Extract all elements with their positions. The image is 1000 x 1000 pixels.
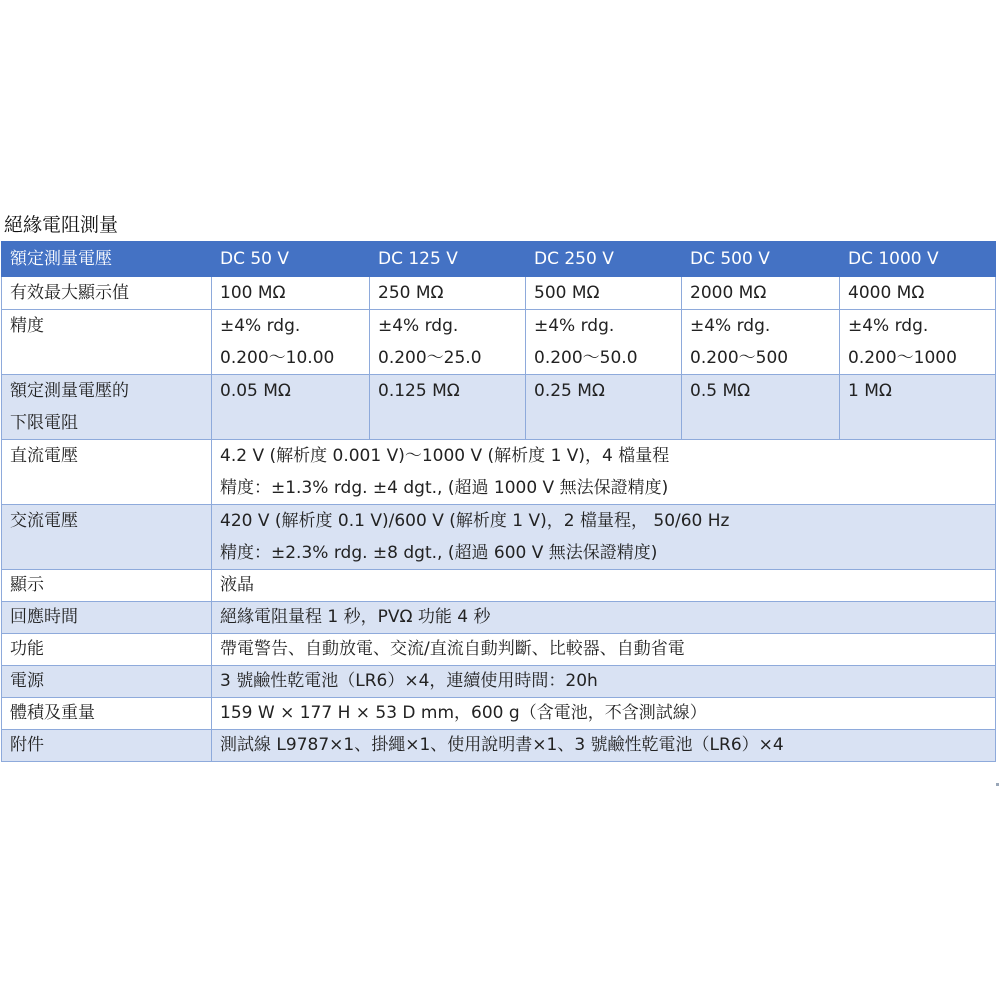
row-label: 電源 [2, 666, 212, 698]
table-row [2, 310, 996, 375]
cell-line: 0.200～10.00 [220, 348, 335, 368]
table-cell: 1 MΩ [840, 375, 996, 440]
table-cell: 159 W × 177 H × 53 D mm，600 g（含電池，不含測試線） [212, 698, 996, 730]
table-cell: 2000 MΩ [682, 277, 840, 310]
cell-line: 0.200～500 [690, 348, 789, 368]
cell-line: 0.200～25.0 [378, 348, 482, 368]
table-row [2, 634, 996, 666]
table-cell: 100 MΩ [212, 277, 370, 310]
cell-line: 精度：±1.3% rdg. ±4 dgt., (超過 1000 V 無法保證精度) [220, 478, 669, 498]
cell-line: ±4% rdg. [690, 316, 771, 336]
table-cell: 0.25 MΩ [526, 375, 682, 440]
header-label: 額定測量電壓 [2, 242, 212, 277]
table-row [2, 277, 996, 310]
table-cell: 4000 MΩ [840, 277, 996, 310]
table-cell: 液晶 [212, 570, 996, 602]
table-cell [212, 440, 996, 505]
cell-line: 0.200～50.0 [534, 348, 638, 368]
table-row [2, 375, 996, 440]
cell-line: 0.200～1000 [848, 348, 957, 368]
row-label: 附件 [2, 730, 212, 762]
table-row [2, 440, 996, 505]
table-header-row [2, 242, 996, 277]
section-title: 絕緣電阻測量 [4, 214, 119, 236]
table-cell: 帶電警告、自動放電、交流/直流自動判斷、比較器、自動省電 [212, 634, 996, 666]
table-cell: 0.5 MΩ [682, 375, 840, 440]
table-cell [370, 310, 526, 375]
cell-line: ±4% rdg. [848, 316, 929, 336]
table-cell [526, 310, 682, 375]
table-row [2, 602, 996, 634]
table-cell: 3 號鹼性乾電池（LR6）×4，連續使用時間：20h [212, 666, 996, 698]
cell-line: 420 V (解析度 0.1 V)/600 V (解析度 1 V)，2 檔量程， 50/60 Hz [220, 511, 730, 531]
cell-line: ±4% rdg. [220, 316, 301, 336]
table-cell [682, 310, 840, 375]
row-label: 交流電壓 [2, 505, 212, 570]
table-cell: 測試線 L9787×1、掛繩×1、使用說明書×1、3 號鹼性乾電池（LR6）×4 [212, 730, 996, 762]
row-label: 體積及重量 [2, 698, 212, 730]
row-label: 顯示 [2, 570, 212, 602]
table-cell: 500 MΩ [526, 277, 682, 310]
table-cell: 0.05 MΩ [212, 375, 370, 440]
table-row [2, 730, 996, 762]
table-cell: 絕緣電阻量程 1 秒，PVΩ 功能 4 秒 [212, 602, 996, 634]
table-row [2, 698, 996, 730]
table-row [2, 570, 996, 602]
table-cell [212, 310, 370, 375]
header-col: DC 50 V [212, 242, 370, 277]
row-label: 有效最大顯示值 [2, 277, 212, 310]
edge-mark [996, 783, 999, 786]
cell-line: 精度：±2.3% rdg. ±8 dgt., (超過 600 V 無法保證精度) [220, 543, 658, 563]
label-line: 額定測量電壓的 [10, 381, 129, 401]
header-col: DC 1000 V [840, 242, 996, 277]
table-cell: 0.125 MΩ [370, 375, 526, 440]
cell-line: 4.2 V (解析度 0.001 V)～1000 V (解析度 1 V)，4 檔量程 [220, 446, 670, 466]
cell-line: ±4% rdg. [534, 316, 615, 336]
table-cell: 250 MΩ [370, 277, 526, 310]
cell-line: ±4% rdg. [378, 316, 459, 336]
row-label: 回應時間 [2, 602, 212, 634]
spec-table [1, 241, 996, 762]
row-label: 功能 [2, 634, 212, 666]
row-label [2, 375, 212, 440]
header-col: DC 125 V [370, 242, 526, 277]
label-line: 下限電阻 [10, 413, 78, 433]
table-row [2, 666, 996, 698]
table-row [2, 505, 996, 570]
row-label: 直流電壓 [2, 440, 212, 505]
header-col: DC 250 V [526, 242, 682, 277]
header-col: DC 500 V [682, 242, 840, 277]
table-cell [212, 505, 996, 570]
row-label: 精度 [2, 310, 212, 375]
table-cell [840, 310, 996, 375]
